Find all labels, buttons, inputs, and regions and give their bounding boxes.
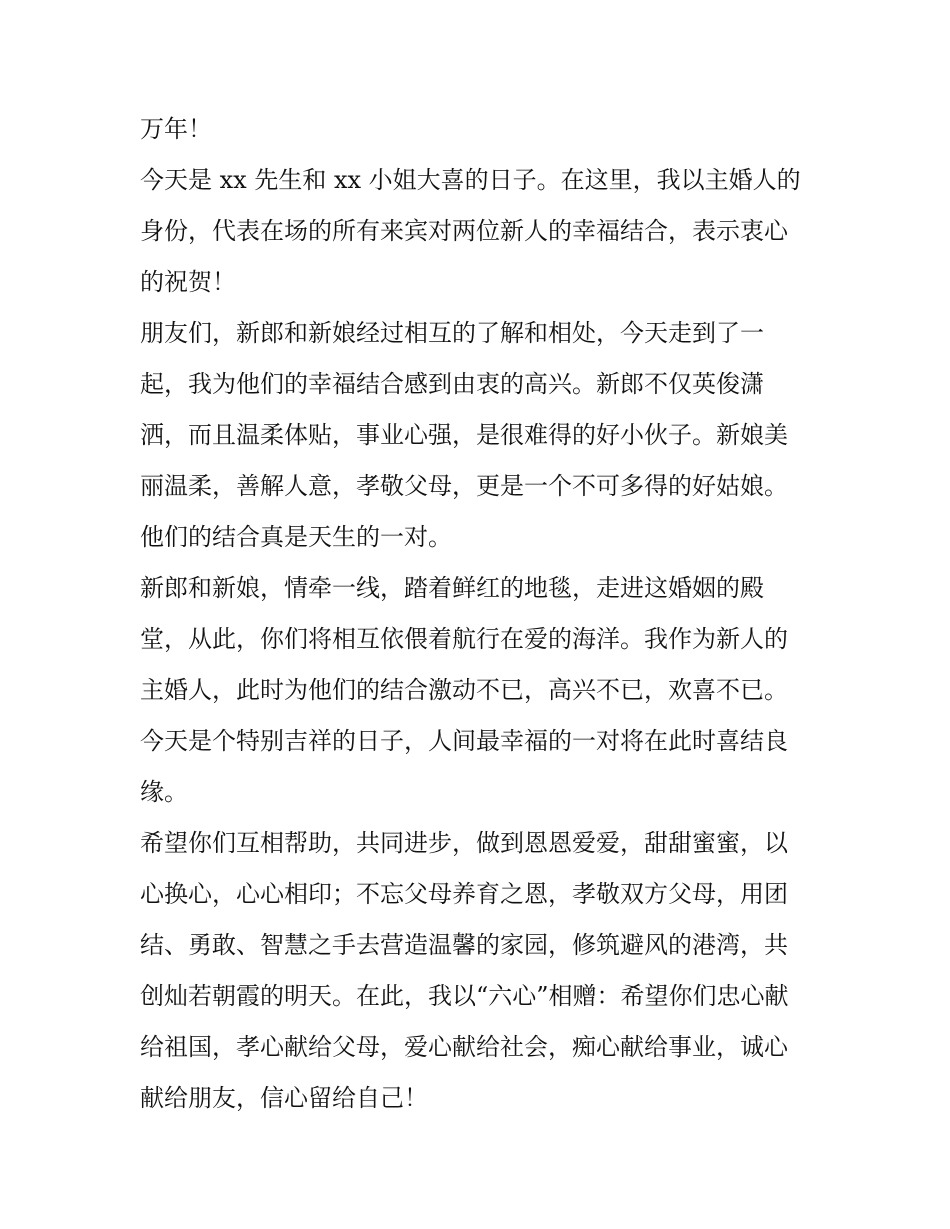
text-line: 今天是 xx 先生和 xx 小姐大喜的日子。在这里，我以主婚人的 (140, 166, 801, 194)
text-line: 洒，而且温柔体贴，事业心强，是很难得的好小伙子。新娘美 (140, 421, 788, 449)
text-line: 万年！ (140, 115, 212, 143)
text-line: 主婚人，此时为他们的结合激动不已，高兴不已，欢喜不已。 (140, 676, 788, 704)
text-line: 心换心，心心相印；不忘父母养育之恩，孝敬双方父母，用团 (140, 880, 788, 908)
document-body (140, 104, 816, 1124)
text-line: 的祝贺！ (140, 268, 236, 296)
text-line: 堂，从此，你们将相互依偎着航行在爱的海洋。我作为新人的 (140, 625, 788, 653)
text-line: 他们的结合真是天生的一对。 (140, 523, 452, 551)
text-line: 身份，代表在场的所有来宾对两位新人的幸福结合，表示衷心 (140, 217, 788, 245)
text-line: 新郎和新娘，情牵一线，踏着鲜红的地毯，走进这婚姻的殿 (140, 574, 764, 602)
text-line: 希望你们互相帮助，共同进步，做到恩恩爱爱，甜甜蜜蜜，以 (140, 829, 788, 857)
text-line: 丽温柔，善解人意，孝敬父母，更是一个不可多得的好姑娘。 (140, 472, 788, 500)
text-line: 创灿若朝霞的明天。在此，我以“六心”相赠：希望你们忠心献 (140, 982, 789, 1010)
text-line: 起，我为他们的幸福结合感到由衷的高兴。新郎不仅英俊潇 (140, 370, 764, 398)
text-line: 给祖国，孝心献给父母，爱心献给社会，痴心献给事业，诚心 (140, 1033, 788, 1061)
text-line: 献给朋友，信心留给自己！ (140, 1084, 428, 1112)
text-line: 朋友们，新郎和新娘经过相互的了解和相处，今天走到了一 (140, 319, 764, 347)
text-line: 今天是个特别吉祥的日子，人间最幸福的一对将在此时喜结良 (140, 727, 788, 755)
text-line: 结、勇敢、智慧之手去营造温馨的家园，修筑避风的港湾，共 (140, 931, 788, 959)
text-line: 缘。 (140, 778, 188, 806)
